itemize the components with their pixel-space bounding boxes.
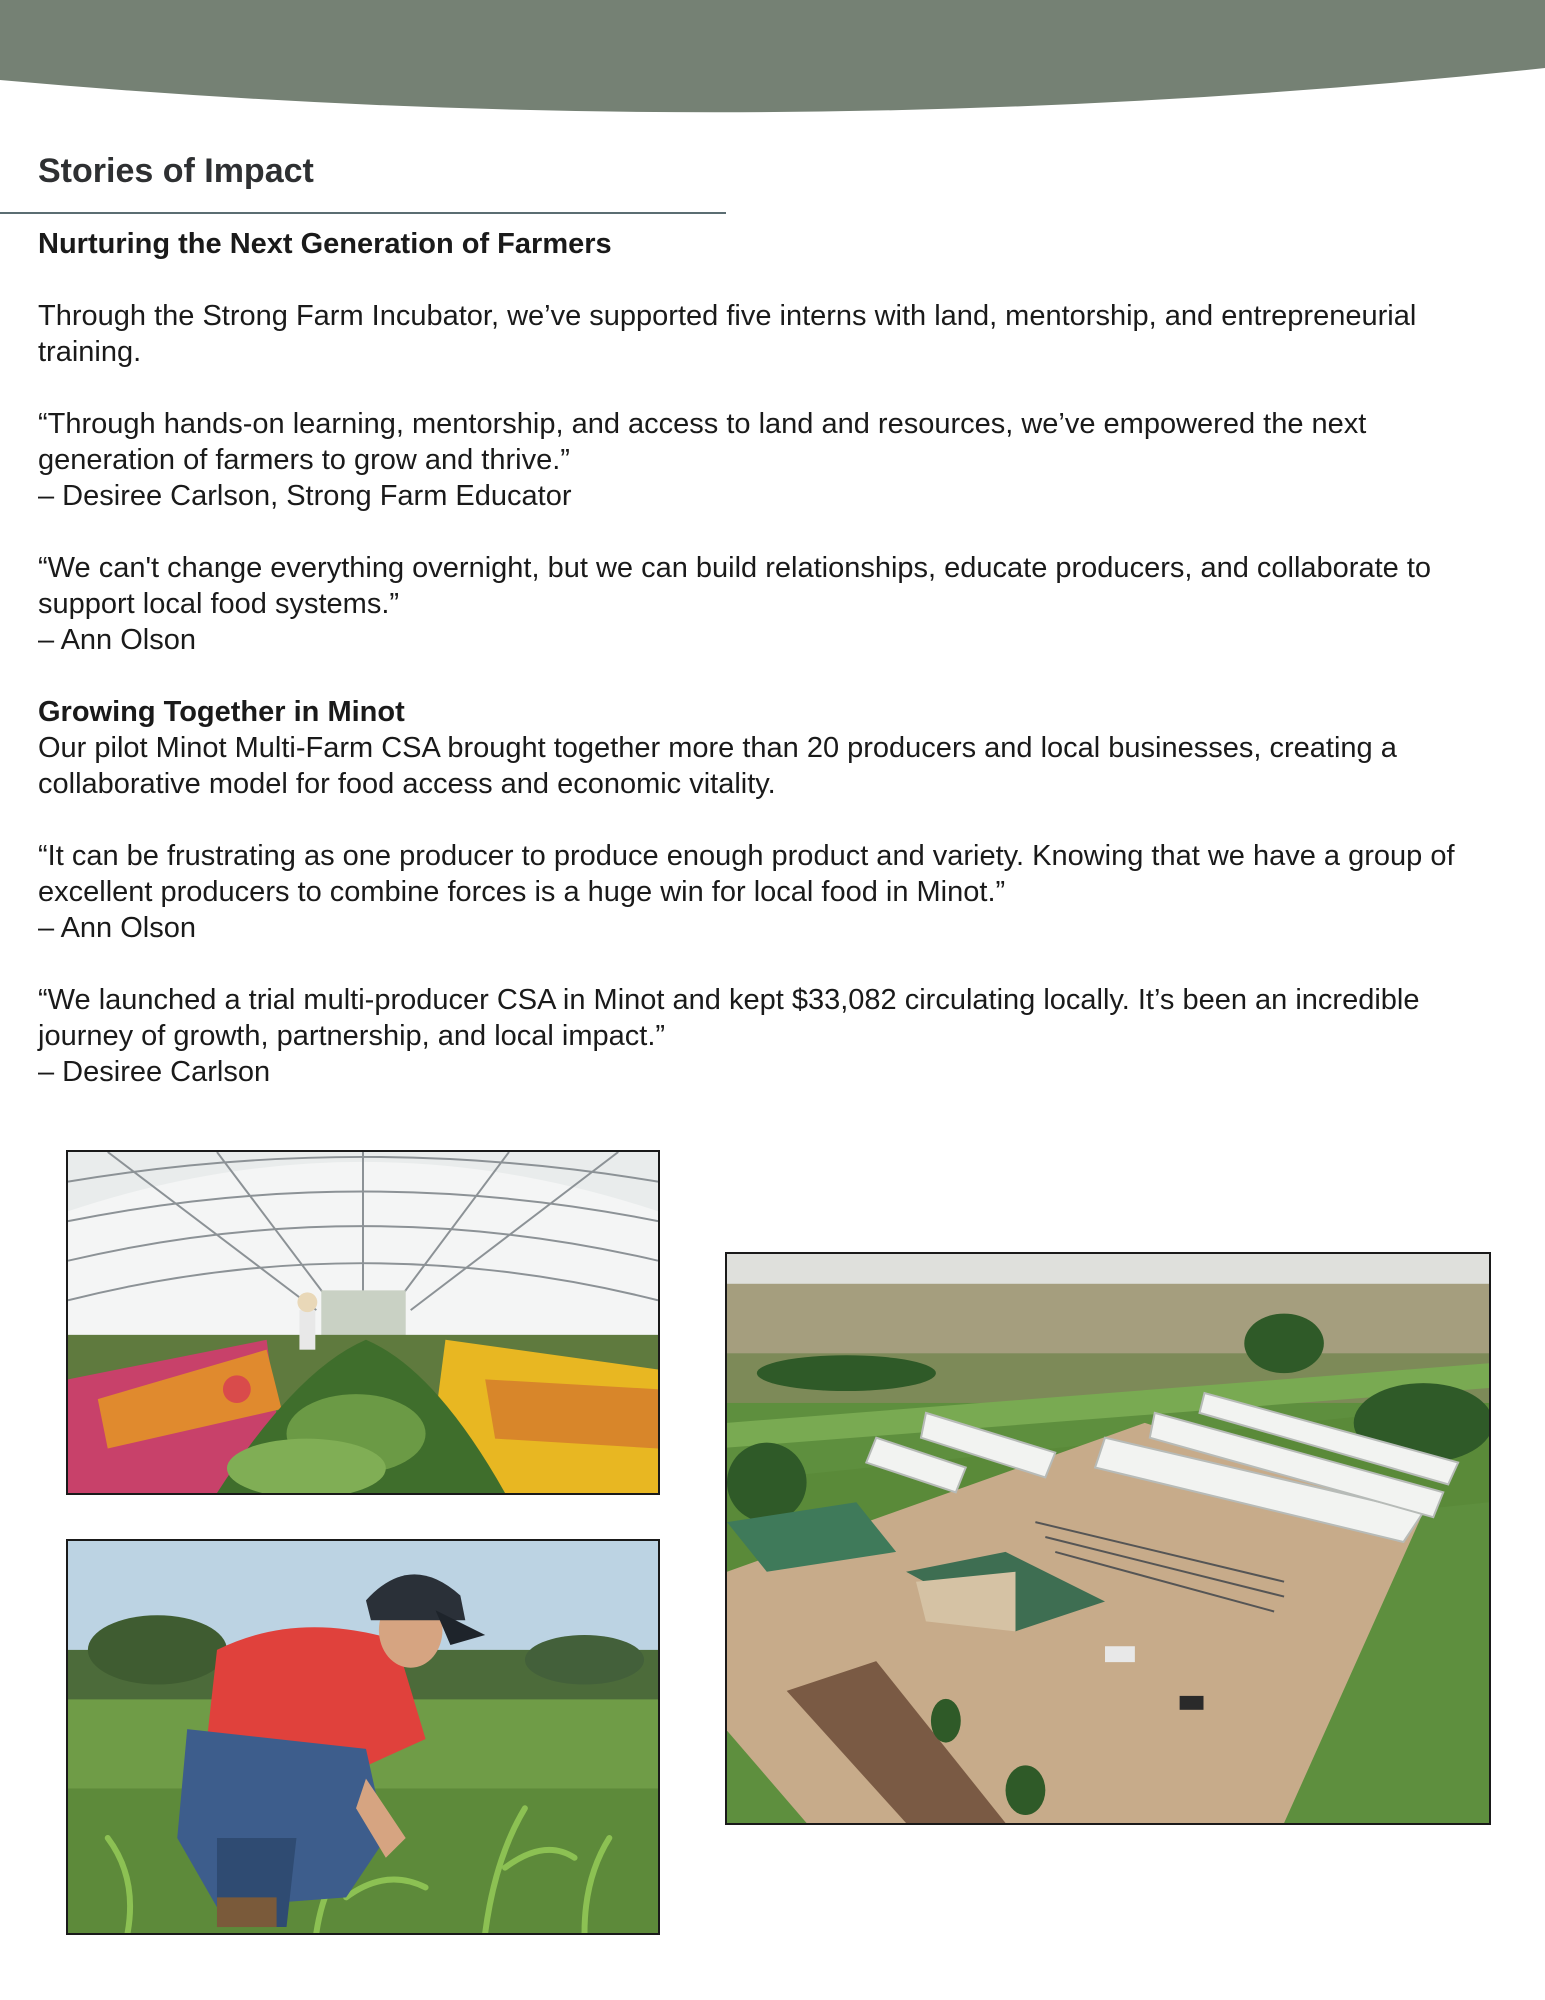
story1-quote1-block: [38, 406, 1508, 514]
story1-intro: Through the Strong Farm Incubator, we’ve supported five interns with land, mentorship, and entrepreneurial training.: [38, 300, 1417, 368]
header-band: [0, 0, 1545, 130]
section-title: Stories of Impact: [38, 152, 314, 190]
story2-quote2: “We launched a trial multi-producer CSA in Minot and kept $33,082 circulating locally. It’s been an incredible journey of growth, partnership, and local impact.”: [38, 984, 1420, 1052]
story2-intro: Our pilot Minot Multi-Farm CSA brought together more than 20 producers and local businesses, creating a collaborative model for food access and economic vitality.: [38, 732, 1397, 800]
story2-quote2-attribution: – Desiree Carlson: [38, 1056, 271, 1088]
aerial-farm-photo: [725, 1252, 1491, 1825]
story1-quote1: “Through hands-on learning, mentorship, and access to land and resources, we’ve empowered the next generation of farmers to grow and thrive.”: [38, 408, 1367, 476]
story2-heading: Growing Together in Minot: [38, 696, 405, 728]
story1-heading: Nurturing the Next Generation of Farmers: [38, 228, 612, 260]
farmer-cornfield-photo: [66, 1539, 660, 1935]
greenhouse-photo: [66, 1150, 660, 1495]
story1-quote1-attribution: – Desiree Carlson, Strong Farm Educator: [38, 480, 572, 512]
story1-quote2-block: [38, 550, 1508, 658]
story1-quote2-attribution: – Ann Olson: [38, 624, 196, 656]
story2-quote1-block: [38, 838, 1508, 946]
title-divider: [0, 212, 726, 214]
stories-body: [38, 226, 1508, 1090]
story2-quote2-block: [38, 982, 1508, 1090]
story2-quote1-attribution: – Ann Olson: [38, 912, 196, 944]
story2-quote1: “It can be frustrating as one producer to produce enough product and variety. Knowing that we have a group of excellent producers to combine forces is a huge win for local food in Minot.”: [38, 840, 1455, 908]
story1-quote2: “We can't change everything overnight, but we can build relationships, educate producers, and collaborate to support local food systems.”: [38, 552, 1432, 620]
